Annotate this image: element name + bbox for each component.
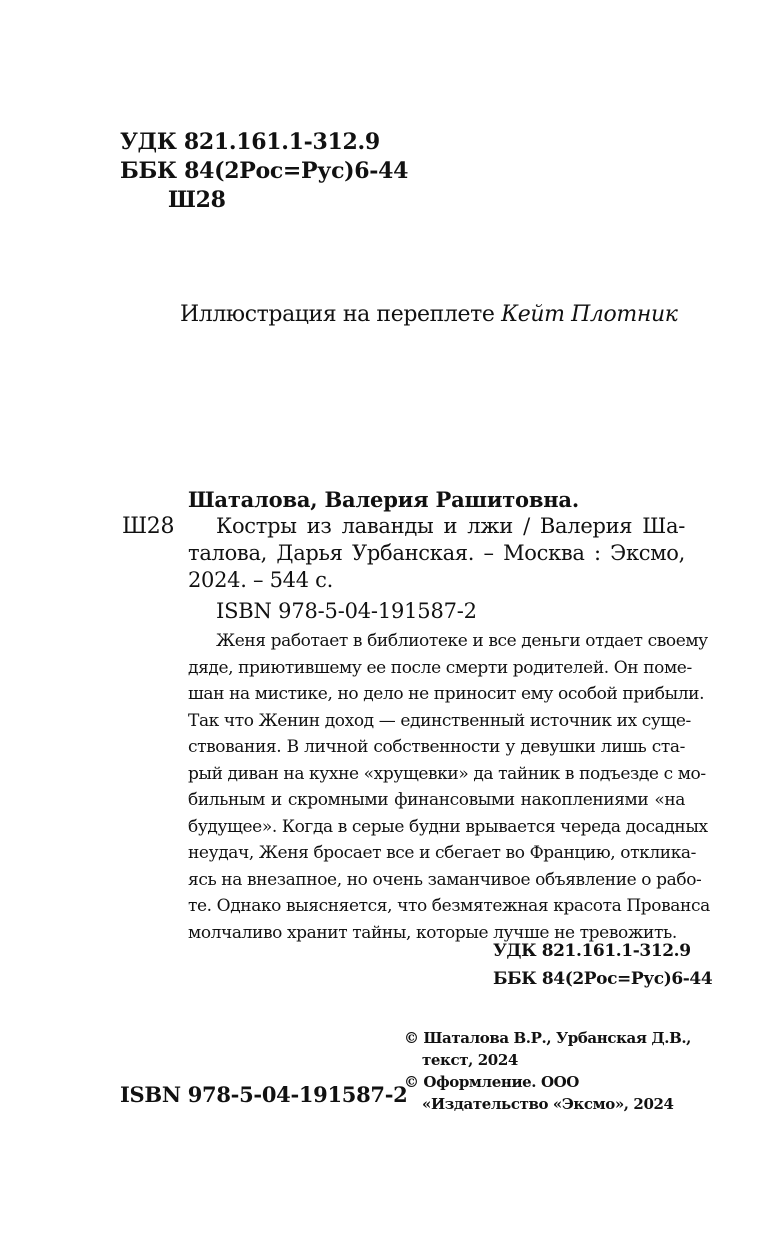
copyright-line: © Оформление. ООО xyxy=(404,1073,579,1091)
record-line: талова, Дарья Урбанская. – Москва : Эксмо, xyxy=(188,541,685,565)
illustration-prefix: Иллюстрация на переплете xyxy=(180,302,502,327)
record-description xyxy=(188,513,685,594)
illustration-credit xyxy=(180,300,677,330)
bottom-classification xyxy=(493,937,712,993)
annotation-line: рый диван на кухне «хрущевки» да тайник в подъезде с мо- xyxy=(188,763,706,784)
annotation-line: ясь на внезапное, но очень заманчивое объявление о рабо- xyxy=(188,869,702,890)
bottom-bbk-code: ББК 84(2Рос=Рус)6-44 xyxy=(493,969,713,989)
udk-code: УДК 821.161.1-312.9 xyxy=(120,129,380,155)
copyright-line: © Шаталова В.Р., Урбанская Д.В., xyxy=(404,1029,692,1047)
annotation-line: Так что Женин доход — единственный источник их суще- xyxy=(188,710,691,731)
record-line: Костры из лаванды и лжи / Валерия Ша- xyxy=(216,514,685,538)
annotation-line: шан на мистике, но дело не приносит ему особой прибыли. xyxy=(188,684,705,704)
annotation-line: будущее». Когда в серые будни врывается череда досадных xyxy=(188,816,708,837)
annotation-line: неудач, Женя бросает все и сбегает во Францию, отклика- xyxy=(188,843,696,863)
annotation-line: молчаливо хранит тайны, которые лучше не тревожить. xyxy=(188,922,677,943)
cutter-code: Ш28 xyxy=(168,187,226,213)
bottom-udk-code: УДК 821.161.1-312.9 xyxy=(493,941,691,961)
annotation-line: Женя работает в библиотеке и все деньги отдает своему xyxy=(216,631,708,651)
annotation-line: ствования. В личной собственности у девушки лишь ста- xyxy=(188,737,685,757)
isbn-bottom: ISBN 978-5-04-191587-2 xyxy=(120,1082,408,1107)
annotation-line: те. Однако выясняется, что безмятежная красота Прованса xyxy=(188,896,710,916)
record-isbn: ISBN 978-5-04-191587-2 xyxy=(216,599,477,623)
annotation-line: бильным и скромными финансовыми накоплениями «на xyxy=(188,790,685,810)
copyright-line: «Издательство «Эксмо», 2024 xyxy=(422,1095,674,1113)
record-cutter: Ш28 xyxy=(122,514,175,539)
illustration-artist: Кейт Плотник xyxy=(501,302,678,327)
classification-block xyxy=(120,128,408,215)
annotation xyxy=(188,628,710,946)
copyright-block xyxy=(404,1027,691,1115)
record-author: Шаталова, Валерия Рашитовна. xyxy=(188,487,579,512)
bbk-code: ББК 84(2Рос=Рус)6-44 xyxy=(120,158,409,184)
annotation-line: дяде, приютившему ее после смерти родителей. Он поме- xyxy=(188,657,692,678)
copyright-line: текст, 2024 xyxy=(422,1051,518,1069)
record-line: 2024. – 544 с. xyxy=(188,568,333,592)
